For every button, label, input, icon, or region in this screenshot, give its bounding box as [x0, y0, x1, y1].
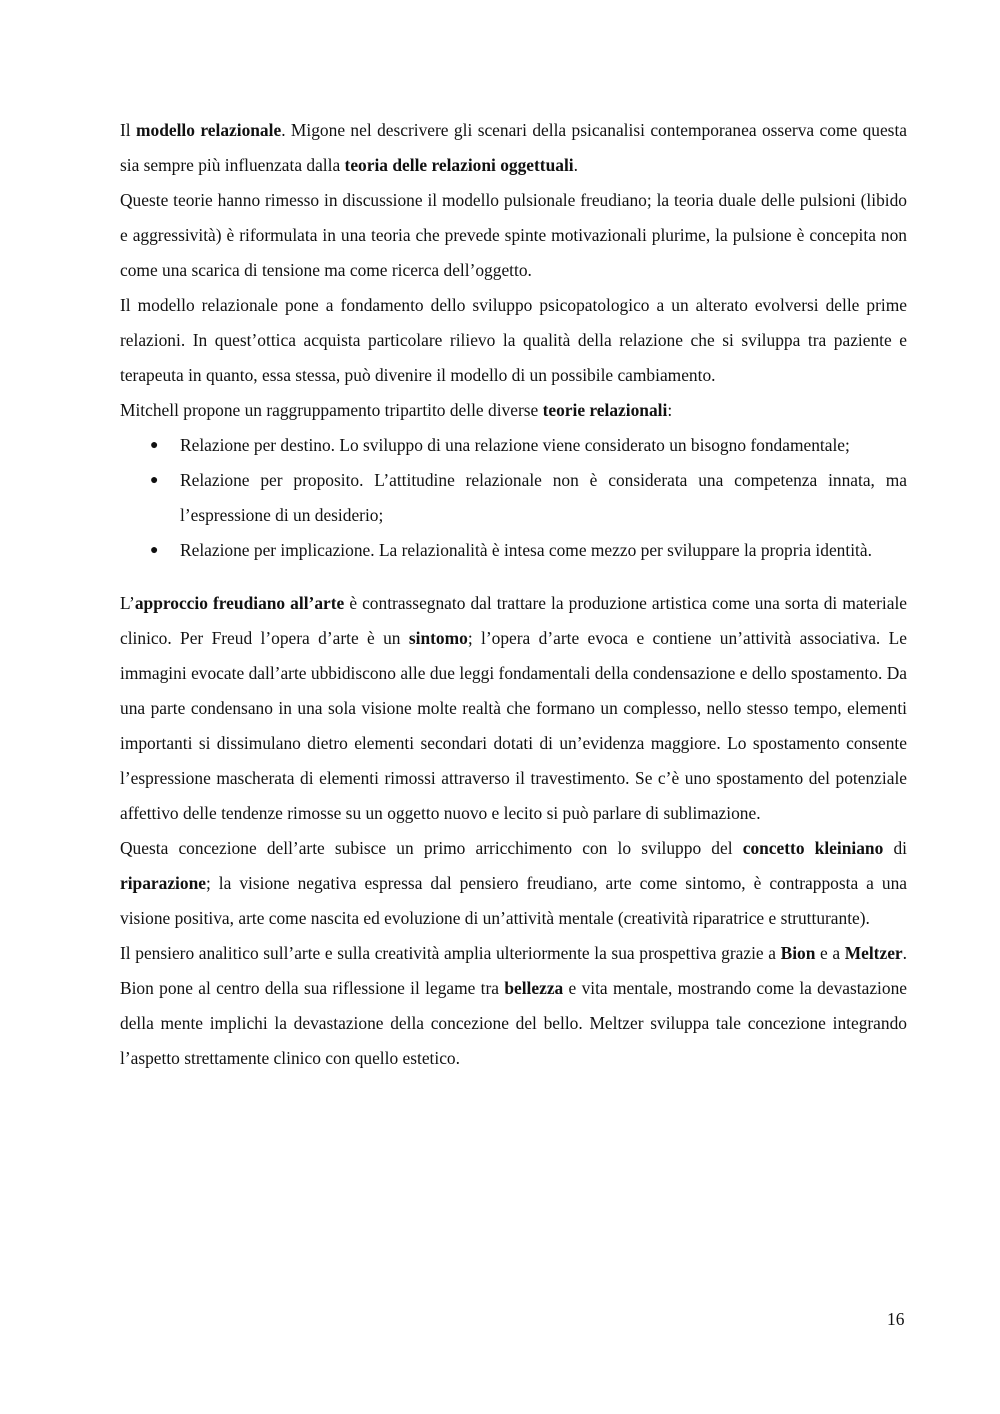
- text-run: L’: [120, 593, 135, 613]
- paragraph-mitchell: [120, 393, 907, 428]
- text-run: Questa concezione dell’arte subisce un primo arricchimento con lo sviluppo del: [120, 838, 743, 858]
- text-run: .: [573, 155, 578, 175]
- bold-term: teorie relazionali: [542, 400, 668, 420]
- list-item: [120, 533, 907, 568]
- page-number: 16: [887, 1309, 905, 1329]
- text-run: e a: [815, 943, 845, 963]
- paragraph-kleinian-reparation: [120, 831, 907, 936]
- paragraph-drive-theories: Queste teorie hanno rimesso in discussione il modello pulsionale freudiano; la teoria duale delle pulsioni (libido e aggressività) è riformulata in una teoria che prevede spinte motivazionali plurime, la pulsione è concepita non come una scarica di tensione ma come ricerca dell’oggetto.: [120, 190, 907, 280]
- list-item-text: Relazione per proposito. L’attitudine relazionale non è considerata una competenza innata, ma l’espressione di un desiderio;: [180, 470, 907, 525]
- bold-term: Meltzer: [844, 943, 903, 963]
- bold-term: Bion: [780, 943, 816, 963]
- bold-term: modello relazionale: [136, 120, 282, 140]
- relational-theories-list: [120, 428, 907, 568]
- list-item: [120, 428, 907, 463]
- bold-term: riparazione: [120, 873, 206, 893]
- list-item-text: Relazione per implicazione. La relazionalità è intesa come mezzo per sviluppare la propria identità.: [180, 540, 872, 560]
- text-run: di: [883, 838, 908, 858]
- document-page: [120, 113, 907, 1076]
- text-run: Mitchell propone un raggruppamento tripartito delle diverse: [120, 400, 543, 420]
- bold-term: teoria delle relazioni oggettuali: [344, 155, 574, 175]
- bold-term: approccio freudiano all’arte: [134, 593, 345, 613]
- text-run: e vita mentale, mostrando come la devastazione della mente implichi la devastazione della concezione del bello. Meltzer sviluppa tale concezione integrando l’aspetto strettamente clinico con quello estetico.: [120, 978, 907, 1068]
- paragraph-freudian-approach: [120, 586, 907, 831]
- text-run: ; l’opera d’arte evoca e contiene un’attività associativa. Le immagini evocate dall’arte ubbidiscono alle due leggi fondamentali della condensazione e dello spostamento. Da una parte condensano in una sola visione molte realtà che formano un complesso, nello stesso tempo, elementi importanti si dissimulano dietro elementi secondari dotati di un’evidenza maggiore. Lo spostamento consente l’espressione mascherata di elementi rimossi attraverso il travestimento. Se c’è uno spostamento del potenziale affettivo delle tendenze rimosse su un oggetto nuovo e lecito si può parlare di sublimazione.: [120, 628, 907, 823]
- paragraph-relational-model: [120, 113, 907, 183]
- text-run: è contrassegnato dal trattare la produzione artistica come una sorta di materiale clinico. Per Freud l’opera d’arte è un: [120, 593, 908, 648]
- paragraph-bion-meltzer: [120, 936, 907, 1076]
- text-run: :: [667, 400, 673, 420]
- bold-term: sintomo: [408, 628, 468, 648]
- bold-term: concetto kleiniano: [742, 838, 884, 858]
- bullet-icon: ●: [150, 473, 159, 488]
- text-run: . Bion pone al centro della sua riflessione il legame tra: [120, 943, 907, 998]
- bold-term: bellezza: [504, 978, 564, 998]
- text-run: Il pensiero analitico sull’arte e sulla creatività amplia ulteriormente la sua prospettiva grazie a: [120, 943, 781, 963]
- bullet-icon: ●: [150, 438, 159, 453]
- list-item-text: Relazione per destino. Lo sviluppo di una relazione viene considerato un bisogno fondamentale;: [180, 435, 850, 455]
- paragraph-relational-development: Il modello relazionale pone a fondamento dello sviluppo psicopatologico a un alterato evolversi delle prime relazioni. In quest’ottica acquista particolare rilievo la qualità della relazione che si sviluppa tra paziente e terapeuta in quanto, essa stessa, può divenire il modello di un possibile cambiamento.: [120, 295, 907, 385]
- text-run: Il: [120, 120, 137, 140]
- text-run: ; la visione negativa espressa dal pensiero freudiano, arte come sintomo, è contrapposta a una visione positiva, arte come nascita ed evoluzione di un’attività mentale (creatività riparatrice e strutturante).: [120, 873, 907, 928]
- list-item: [120, 463, 907, 533]
- bullet-icon: ●: [150, 543, 159, 558]
- text-run: . Migone nel descrivere gli scenari della psicanalisi contemporanea osserva come questa sia sempre più influenzata dalla: [120, 120, 908, 175]
